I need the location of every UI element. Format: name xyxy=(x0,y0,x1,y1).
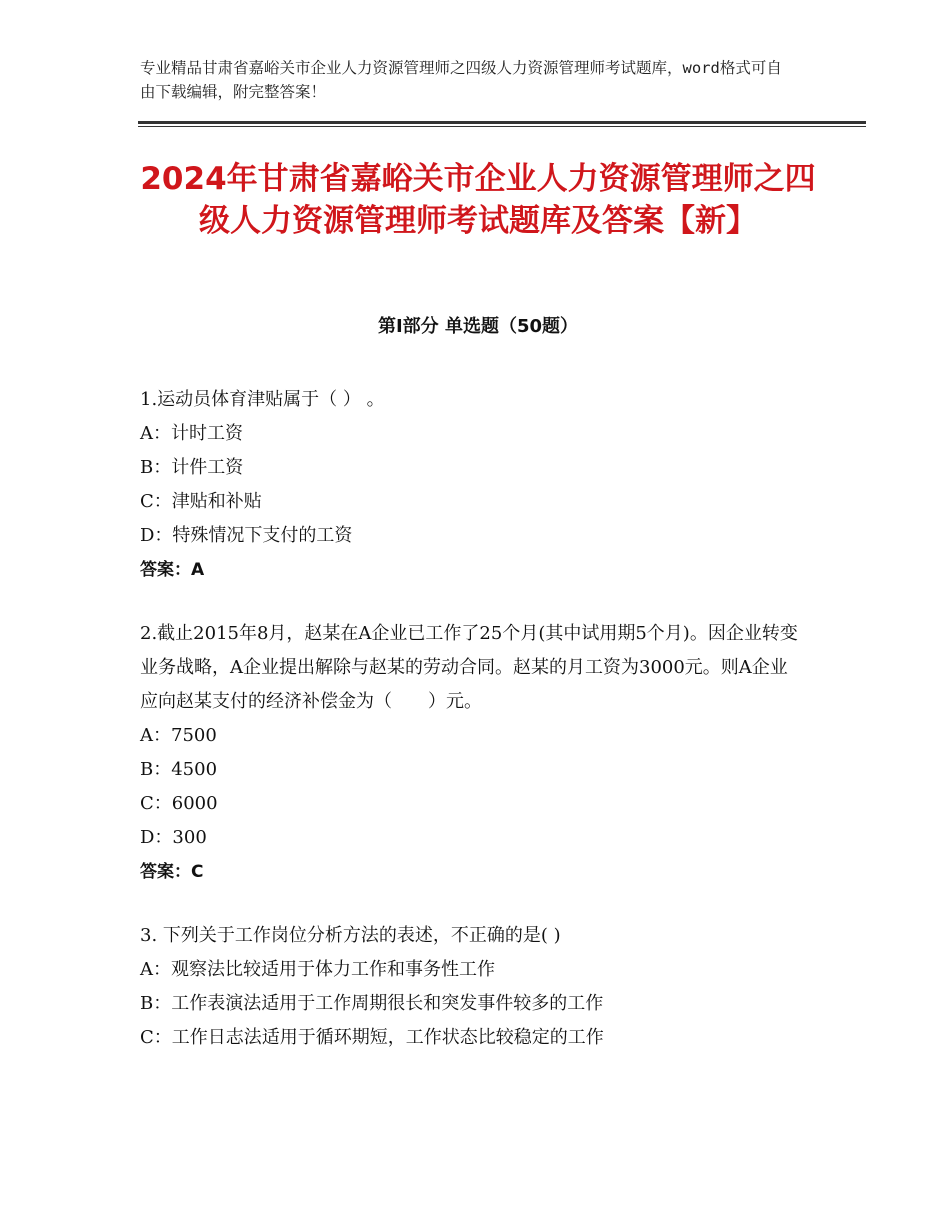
question-option: A：计时工资 xyxy=(140,423,243,444)
document-title: 2024年甘肃省嘉峪关市企业人力资源管理师之四级人力资源管理师考试题库及答案【新】 xyxy=(140,161,816,239)
question-stem: 2.截止2015年8月，赵某在A企业已工作了25个月(其中试用期5个月)。因企业转变业务战略，A企业提出解除与赵某的劳动合同。赵某的月工资为3000元。则A企业应向赵某支付的经济补偿金为（ ）元。 xyxy=(140,623,798,712)
header-rule-thick xyxy=(138,121,866,124)
question-option: B：计件工资 xyxy=(140,457,244,478)
question-option: C：6000 xyxy=(140,793,218,814)
header-rule-thin xyxy=(138,126,866,127)
question-list xyxy=(140,383,805,1085)
question-option: B：4500 xyxy=(140,759,218,780)
question-option: B：工作表演法适用于工作周期很长和突发事件较多的工作 xyxy=(140,993,604,1014)
header-note: 专业精品甘肃省嘉峪关市企业人力资源管理师之四级人力资源管理师考试题库，word格式可自由下载编辑，附完整答案！ xyxy=(140,59,782,101)
question-option: C：工作日志法适用于循环期短，工作状态比较稳定的工作 xyxy=(140,1027,604,1048)
section-title: 第Ⅰ部分 单选题（50题） xyxy=(377,316,578,337)
question-answer: 答案：C xyxy=(140,862,204,882)
question-2 xyxy=(140,617,805,889)
question-option: A：观察法比较适用于体力工作和事务性工作 xyxy=(140,959,495,980)
question-answer: 答案：A xyxy=(140,560,205,580)
question-3 xyxy=(140,919,805,1055)
question-option: C：津贴和补贴 xyxy=(140,491,262,512)
question-option: A：7500 xyxy=(140,725,217,746)
question-stem: 1.运动员体育津贴属于（ ） 。 xyxy=(140,389,385,410)
question-1 xyxy=(140,383,805,587)
question-stem: 3. 下列关于工作岗位分析方法的表述，不正确的是( ) xyxy=(140,925,561,946)
question-option: D：特殊情况下支付的工资 xyxy=(140,525,353,546)
question-option: D：300 xyxy=(140,827,207,848)
